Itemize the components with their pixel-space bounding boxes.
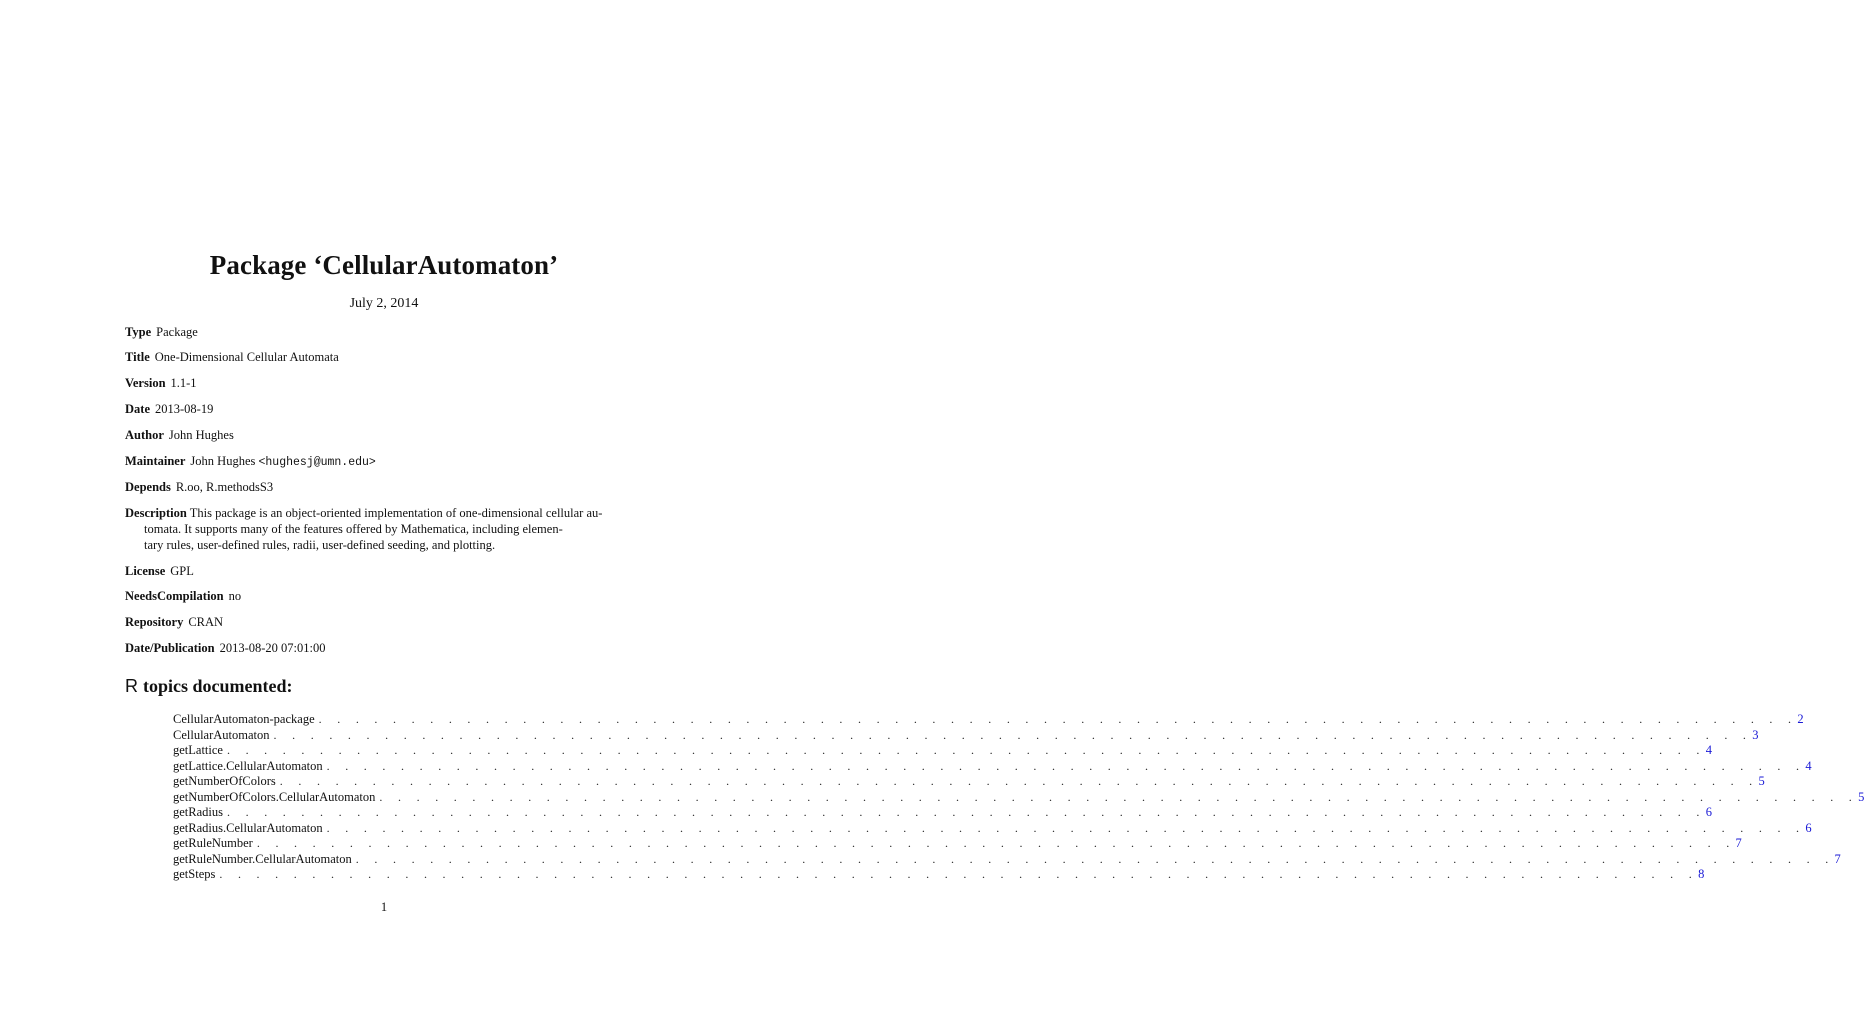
toc-leader-dots: . . . . . . . . . . . . . . . . . . . . . . . . . . . . . . . . . . . . . . . . . . . . . . . . . . . . . . . . . . . . . . . . . . . . . . . . . . . . . . . . [226, 743, 1706, 757]
toc-entry[interactable] [173, 774, 1765, 790]
field-description [125, 505, 615, 553]
field-key: Author [125, 428, 164, 442]
toc-page-link[interactable]: 7 [1834, 851, 1841, 866]
toc-page-link[interactable]: 5 [1858, 789, 1864, 804]
field-key: Depends [125, 480, 171, 494]
toc-entry-name[interactable]: getRuleNumber [173, 836, 257, 852]
field-maintainer [125, 453, 376, 471]
toc-entry-name[interactable]: getLattice.CellularAutomaton [173, 759, 327, 775]
toc-entry[interactable] [173, 789, 1864, 806]
field-author [125, 427, 234, 443]
toc-leader-dots: . . . . . . . . . . . . . . . . . . . . . . . . . . . . . . . . . . . . . . . . . . . . . . . . . . . . . . . . . . . . . . . . . . . . . . . . . . . . . . . . [256, 836, 1736, 850]
field-key: NeedsCompilation [125, 589, 224, 603]
toc-leader-dots: . . . . . . . . . . . . . . . . . . . . . . . . . . . . . . . . . . . . . . . . . . . . . . . . . . . . . . . . . . . . . . . . . . . . . . . . . . . . . . . . [219, 867, 1699, 881]
toc-entry-name[interactable]: getNumberOfColors [173, 774, 280, 790]
toc-entry-name[interactable]: CellularAutomaton [173, 728, 274, 744]
toc-entry-name[interactable]: CellularAutomaton-package [173, 712, 319, 728]
section-heading-text: topics documented: [143, 676, 293, 696]
toc-entry[interactable] [173, 743, 1712, 759]
field-key: Date/Publication [125, 641, 215, 655]
toc-entry-name[interactable]: getRadius [173, 805, 227, 821]
page-number: 1 [380, 900, 388, 914]
toc-leader-dots: . . . . . . . . . . . . . . . . . . . . . . . . . . . . . . . . . . . . . . . . . . . . . . . . . . . . . . . . . . . . . . . . . . . . . . . . . . . . . . . . [227, 805, 1706, 819]
toc-page-link[interactable]: 5 [1758, 774, 1765, 788]
toc-page-link[interactable]: 6 [1805, 820, 1812, 835]
toc-entry[interactable] [173, 805, 1712, 821]
toc-page-link[interactable]: 4 [1805, 758, 1812, 773]
document-date: July 2, 2014 [349, 296, 419, 311]
description-line-2: tomata. It supports many of the features offered by Mathematica, including elemen- [144, 522, 563, 536]
toc-page-link[interactable]: 8 [1698, 867, 1705, 881]
toc-page-link[interactable]: 4 [1705, 743, 1712, 757]
toc-leader-dots: . . . . . . . . . . . . . . . . . . . . . . . . . . . . . . . . . . . . . . . . . . . . . . . . . . . . . . . . . . . . . . . . . . . . . . . . . . . . . . . . [318, 712, 1798, 726]
toc-entry-name[interactable]: getSteps [173, 867, 219, 883]
field-key: Repository [125, 615, 184, 629]
field-license [125, 563, 194, 579]
field-value: R.oo, R.methodsS3 [175, 480, 274, 494]
field-depends [125, 479, 273, 495]
field-date [125, 401, 213, 417]
field-date-publication [125, 640, 326, 656]
field-value: GPL [170, 564, 194, 578]
toc-entry[interactable] [173, 836, 1742, 852]
field-value: 2013-08-20 07:01:00 [219, 641, 326, 655]
toc-entry-name[interactable]: getRadius.CellularAutomaton [173, 821, 327, 837]
toc-leader-dots: . . . . . . . . . . . . . . . . . . . . . . . . . . . . . . . . . . . . . . . . . . . . . . . . . . . . . . . . . . . . . . . . . . . . . . . . . . . . . . . . [273, 727, 1753, 742]
description-line-1: This package is an object-oriented implementation of one-dimensional cellular au- [189, 506, 603, 520]
toc-entry-name[interactable]: getRuleNumber.CellularAutomaton [173, 852, 356, 868]
table-of-contents [173, 712, 1864, 883]
toc-entry[interactable] [173, 851, 1841, 868]
page-title: Package ‘CellularAutomaton’ [209, 250, 559, 280]
field-version [125, 375, 197, 391]
field-repository [125, 614, 223, 630]
r-logo: R [125, 676, 138, 696]
toc-leader-dots: . . . . . . . . . . . . . . . . . . . . . . . . . . . . . . . . . . . . . . . . . . . . . . . . . . . . . . . . . . . . . . . . . . . . . . . . . . . . . . . . [379, 789, 1859, 804]
field-key: Title [125, 350, 150, 364]
field-value: One-Dimensional Cellular Automata [154, 350, 339, 364]
toc-entry[interactable] [173, 758, 1812, 775]
field-value: no [228, 589, 242, 603]
toc-page-link[interactable]: 7 [1735, 836, 1742, 850]
toc-leader-dots: . . . . . . . . . . . . . . . . . . . . . . . . . . . . . . . . . . . . . . . . . . . . . . . . . . . . . . . . . . . . . . . . . . . . . . . . . . . . . . . . [326, 758, 1806, 773]
field-key: Maintainer [125, 454, 186, 468]
field-type [125, 324, 198, 340]
toc-leader-dots: . . . . . . . . . . . . . . . . . . . . . . . . . . . . . . . . . . . . . . . . . . . . . . . . . . . . . . . . . . . . . . . . . . . . . . . . . . . . . . . . [355, 851, 1835, 866]
toc-entry-name[interactable]: getNumberOfColors.CellularAutomaton [173, 790, 379, 806]
field-value: John Hughes [168, 428, 234, 442]
field-value: CRAN [188, 615, 224, 629]
toc-page-link[interactable]: 2 [1797, 712, 1804, 726]
toc-entry[interactable] [173, 867, 1705, 883]
toc-entry[interactable] [173, 820, 1812, 837]
field-key: License [125, 564, 166, 578]
toc-entry-name[interactable]: getLattice [173, 743, 227, 759]
field-key: Type [125, 325, 152, 339]
toc-page-link[interactable]: 3 [1752, 727, 1759, 742]
field-needscompilation [125, 588, 241, 604]
toc-entry[interactable] [173, 727, 1759, 744]
field-key: Description [125, 506, 187, 520]
maintainer-email[interactable]: <hughesj@umn.edu> [258, 456, 376, 469]
toc-page-link[interactable]: 6 [1705, 805, 1712, 819]
toc-entry[interactable] [173, 712, 1804, 728]
field-value: 2013-08-19 [155, 402, 214, 416]
toc-leader-dots: . . . . . . . . . . . . . . . . . . . . . . . . . . . . . . . . . . . . . . . . . . . . . . . . . . . . . . . . . . . . . . . . . . . . . . . . . . . . . . . . [326, 820, 1806, 835]
field-key: Version [125, 376, 166, 390]
field-value: 1.1-1 [170, 376, 197, 390]
toc-leader-dots: . . . . . . . . . . . . . . . . . . . . . . . . . . . . . . . . . . . . . . . . . . . . . . . . . . . . . . . . . . . . . . . . . . . . . . . . . . . . . . . . [279, 774, 1759, 788]
field-value: John Hughes [190, 454, 256, 468]
field-key: Date [125, 402, 150, 416]
field-title [125, 349, 339, 365]
field-value: Package [156, 325, 198, 339]
description-line-3: tary rules, user-defined rules, radii, user-defined seeding, and plotting. [144, 538, 496, 552]
section-heading [125, 676, 293, 697]
